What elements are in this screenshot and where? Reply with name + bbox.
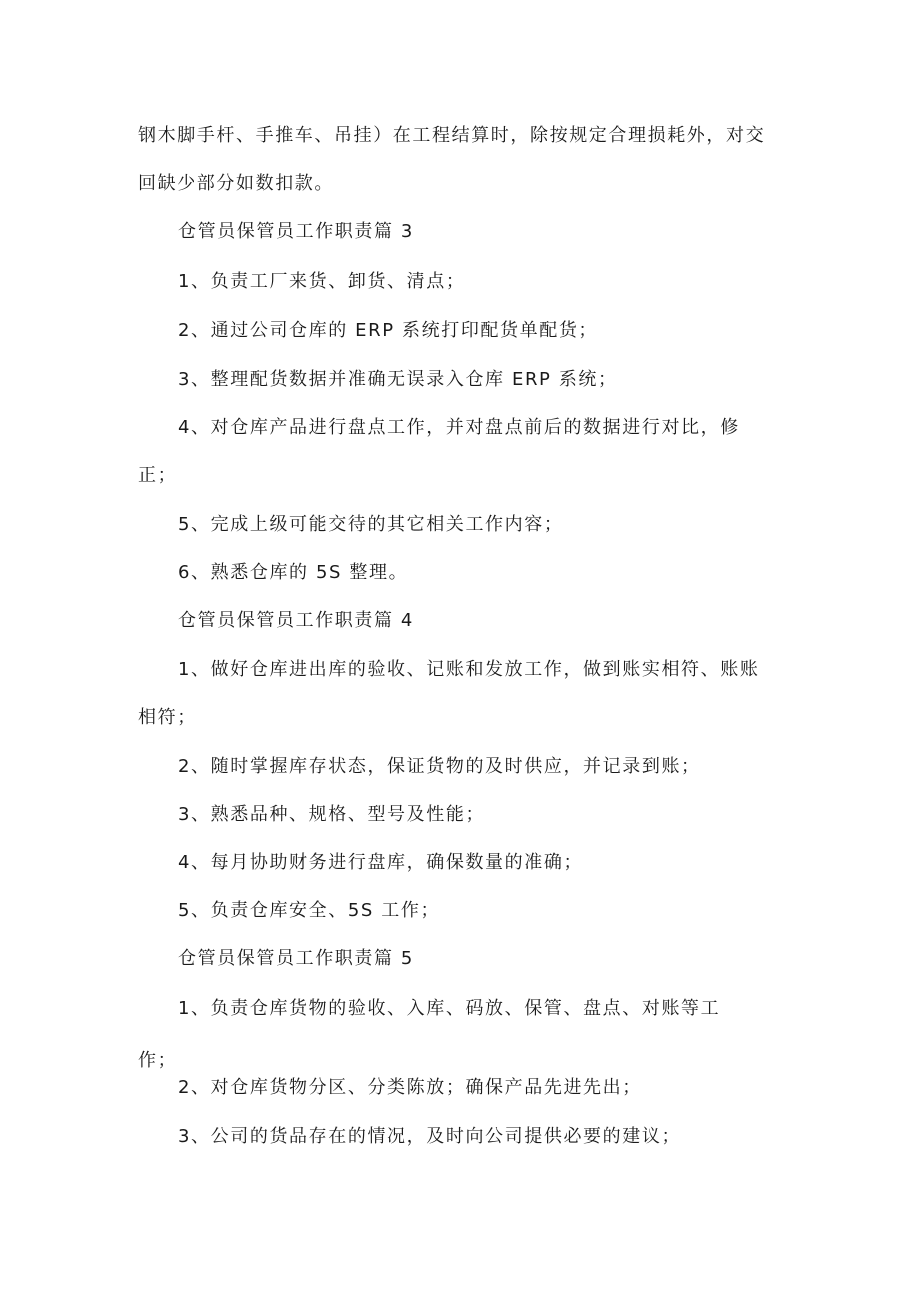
paragraph-line: 钢木脚手杆、手推车、吊挂）在工程结算时，除按规定合理损耗外，对交 (138, 125, 766, 146)
list-item: 4、每月协助财务进行盘库，确保数量的准确； (178, 852, 584, 873)
list-item: 3、公司的货品存在的情况，及时向公司提供必要的建议； (178, 1126, 682, 1147)
list-item-continuation: 正； (138, 465, 178, 486)
list-item: 1、负责仓库货物的验收、入库、码放、保管、盘点、对账等工 (178, 998, 721, 1019)
list-item: 5、完成上级可能交待的其它相关工作内容； (178, 514, 564, 535)
list-item: 1、负责工厂来货、卸货、清点； (178, 271, 466, 292)
list-item: 3、整理配货数据并准确无误录入仓库 ERP 系统； (178, 369, 618, 390)
list-item: 6、熟悉仓库的 5S 整理。 (178, 562, 409, 583)
list-item-continuation: 作； (138, 1050, 178, 1071)
list-item: 1、做好仓库进出库的验收、记账和发放工作，做到账实相符、账账 (178, 659, 760, 680)
list-item: 4、对仓库产品进行盘点工作，并对盘点前后的数据进行对比，修 (178, 417, 740, 438)
list-item: 2、对仓库货物分区、分类陈放；确保产品先进先出； (178, 1077, 642, 1098)
list-item: 3、熟悉品种、规格、型号及性能； (178, 804, 486, 825)
section-heading: 仓管员保管员工作职责篇 4 (178, 610, 414, 631)
list-item: 2、通过公司仓库的 ERP 系统打印配货单配货； (178, 320, 599, 341)
list-item: 2、随时掌握库存状态，保证货物的及时供应，并记录到账； (178, 756, 701, 777)
section-heading: 仓管员保管员工作职责篇 5 (178, 948, 414, 969)
section-heading: 仓管员保管员工作职责篇 3 (178, 221, 414, 242)
list-item: 5、负责仓库安全、5S 工作； (178, 900, 441, 921)
paragraph-line: 回缺少部分如数扣款。 (138, 173, 334, 194)
list-item-continuation: 相符； (138, 707, 197, 728)
